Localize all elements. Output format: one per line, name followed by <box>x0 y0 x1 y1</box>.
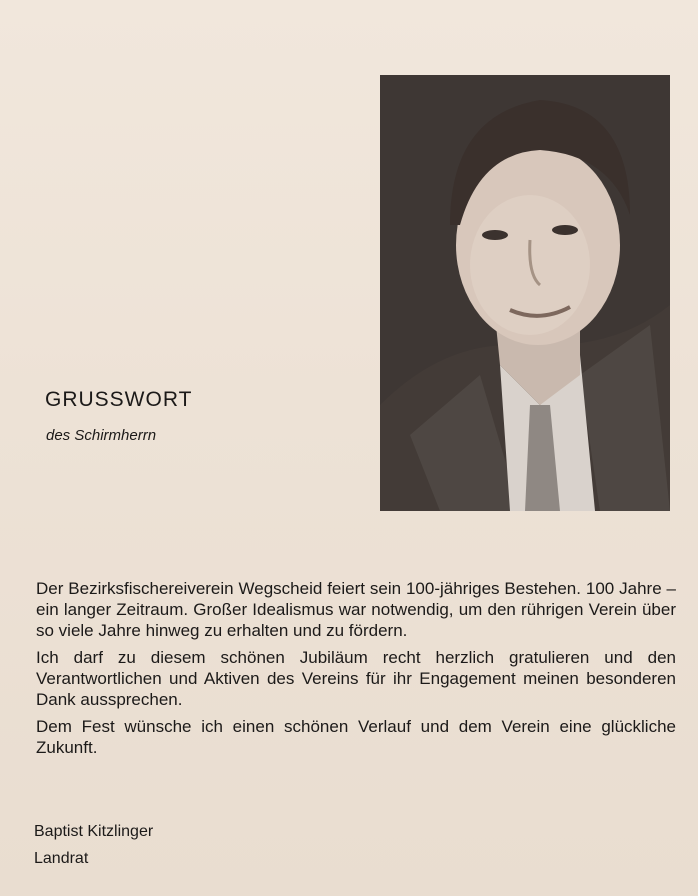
paragraph: Der Bezirksfischereiverein Wegscheid feiert sein 100-jähriges Bestehen. 100 Jahre – ein langer Zeitraum. Großer Idealismus war notwendig, um den rührigen Verein über so viele Jahre hinweg zu erhalten und zu fördern. <box>36 579 676 640</box>
signature-title: Landrat <box>34 850 89 867</box>
message-body <box>36 578 676 764</box>
signature-name: Baptist Kitzlinger <box>34 823 154 840</box>
paragraph: Dem Fest wünsche ich einen schönen Verlauf und dem Verein eine glückliche Zukunft. <box>36 717 676 757</box>
signature-block <box>34 818 153 872</box>
paragraph: Ich darf zu diesem schönen Jubiläum recht herzlich gratulieren und den Verantwortlichen und Aktiven des Vereins für ihr Engagement meinen besonderen Dank aussprechen. <box>36 648 676 709</box>
page-title: GRUSSWORT <box>45 388 193 411</box>
portrait-illustration <box>380 75 670 511</box>
portrait-photo <box>380 75 670 511</box>
page-subtitle: des Schirmherrn <box>46 427 157 444</box>
